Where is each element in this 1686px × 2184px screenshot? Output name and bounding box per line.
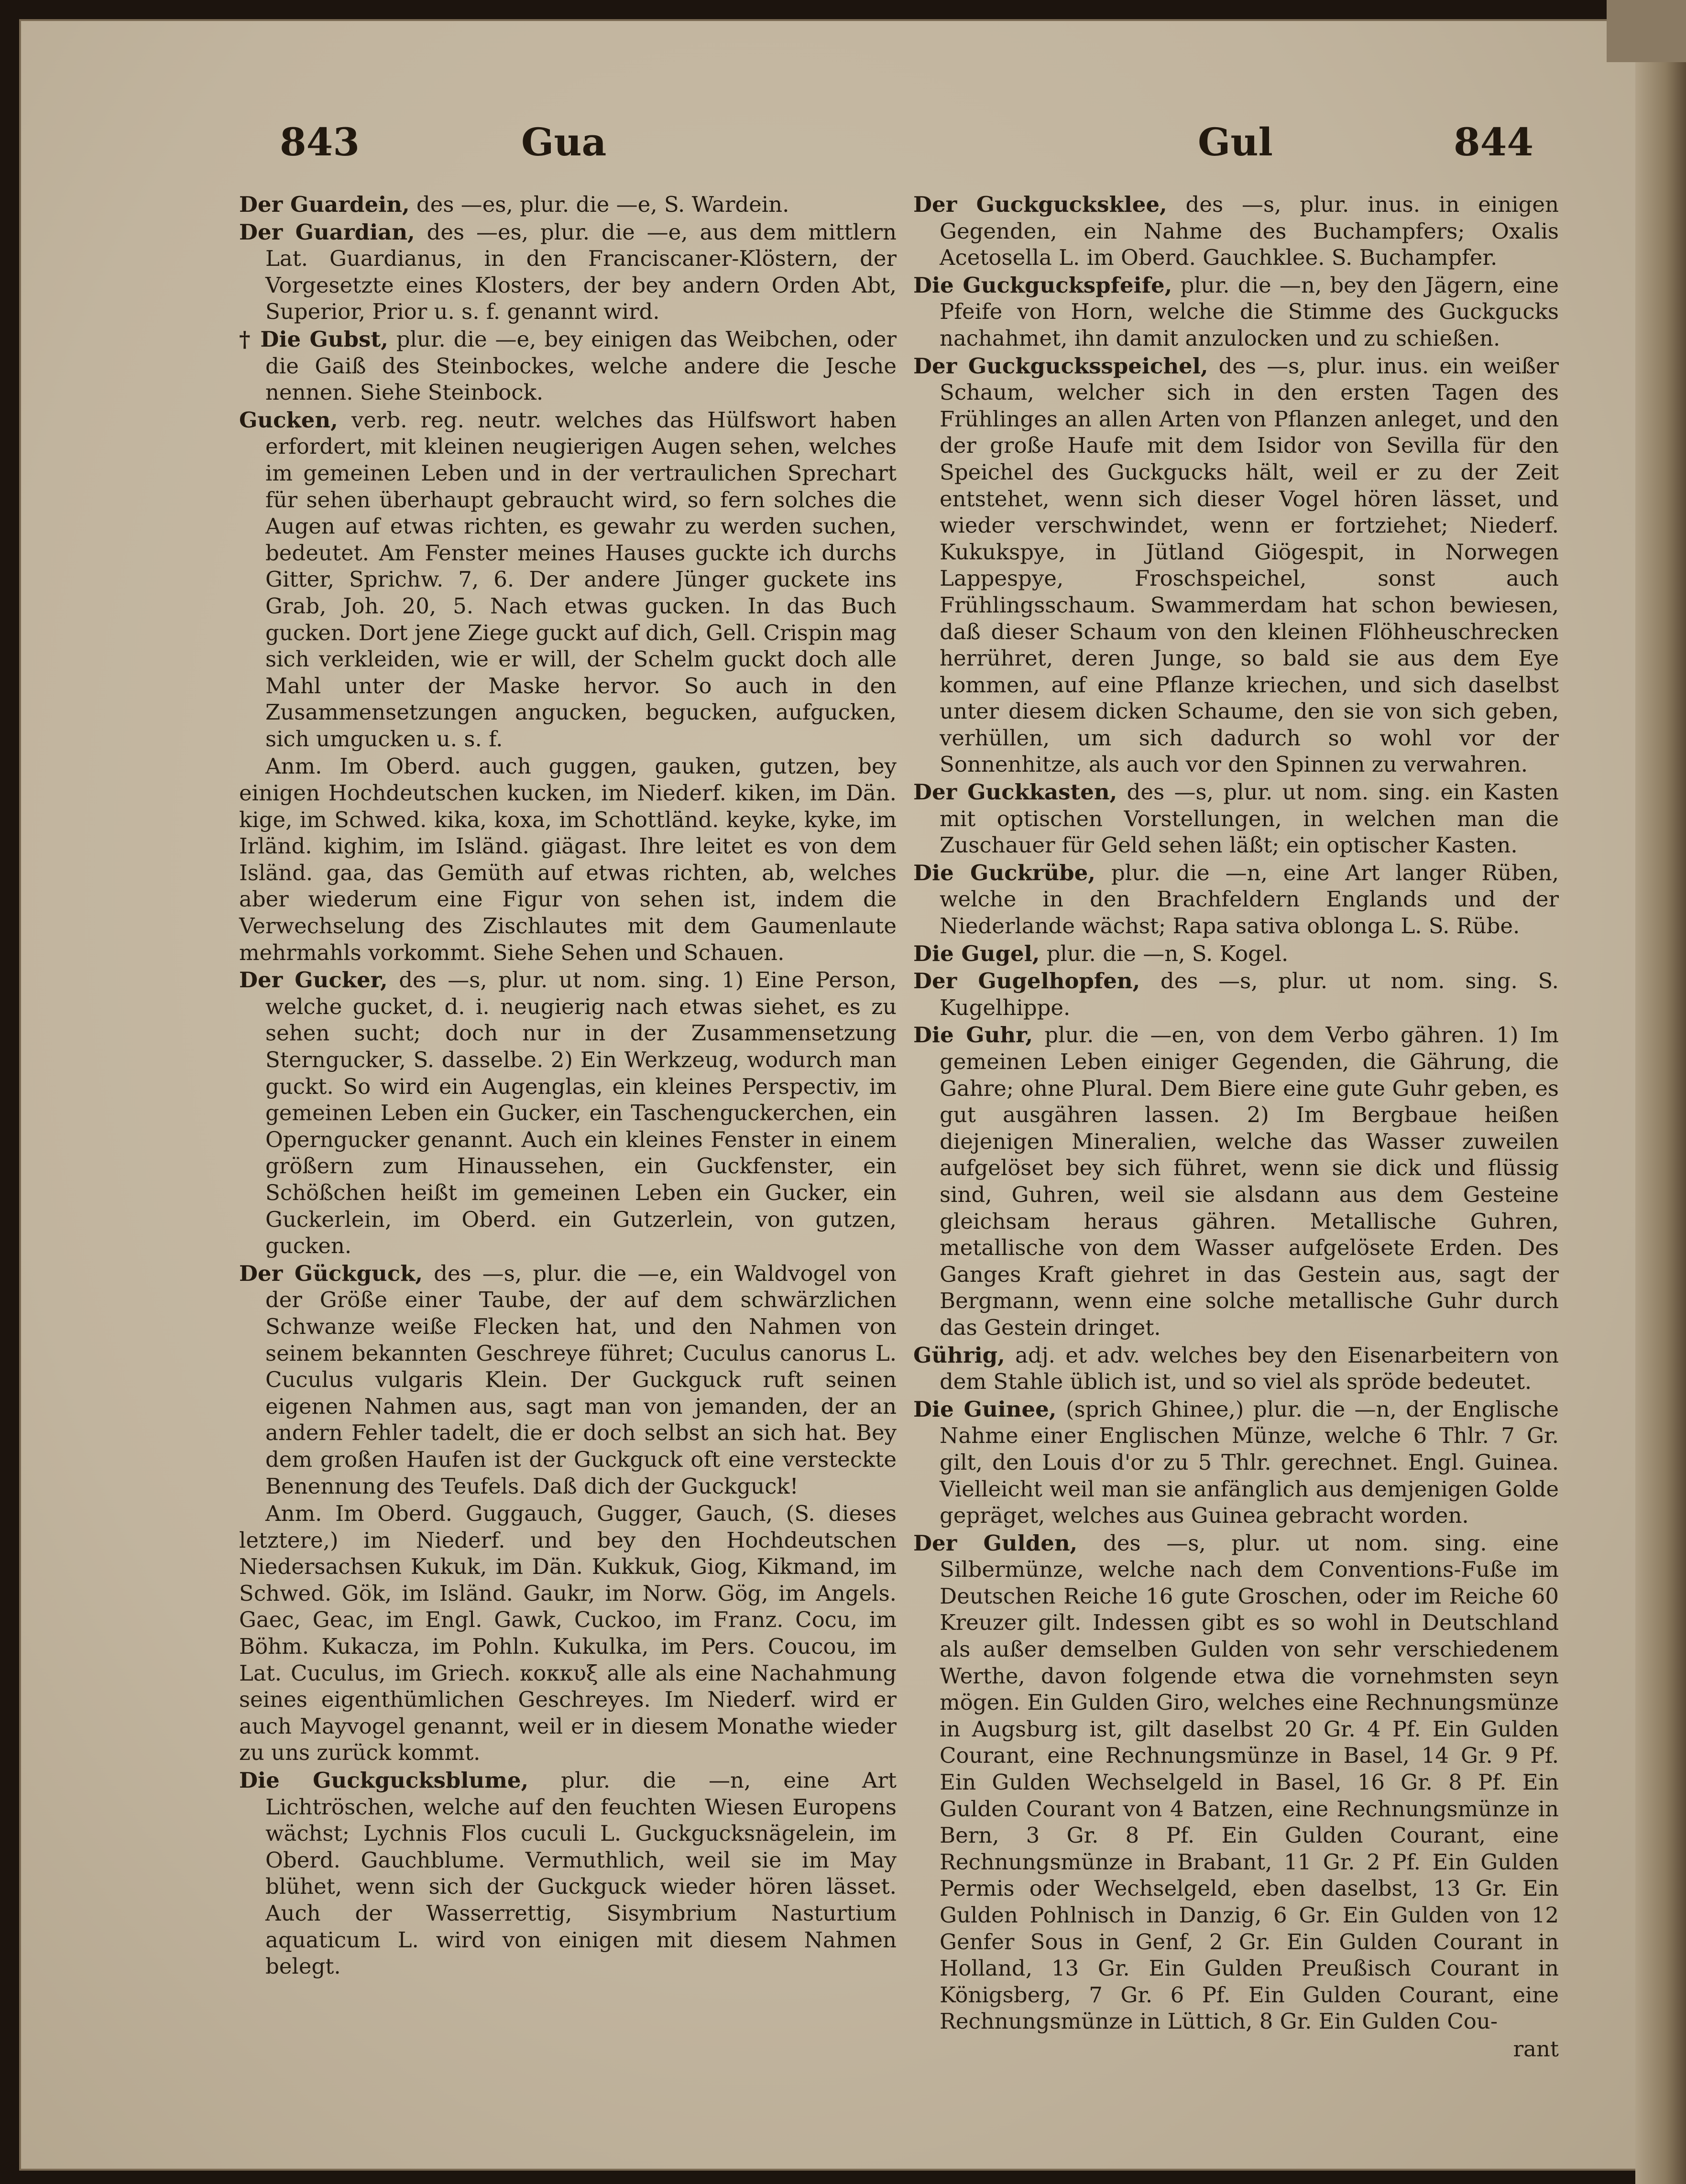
dictionary-entry <box>239 1767 897 1980</box>
entry-text: Anm. Im Oberd. Guggauch, Gugger, Gauch, (S. dieses letztere,) im Niederf. und bey den Hochdeutschen Niedersachsen Kukuk, im Dän. Kukkuk, Giog, Kikmand, im Schwed. Gök, im Isländ. Gaukr, im Norw. Gög, im Angels. Gaec, Geac, im Engl. Gawk, Cuckoo, im Franz. Cocu, im Böhm. Kukacza, im Pohln. Kukulka, im Pers. Coucou, im Lat. Cuculus, im Griech. κοκκυξ alle als eine Nachahmung seines eigenthümlichen Geschreyes. Im Niederf. wird er auch Mayvogel genannt, weil er in diesem Monathe wieder zu uns zurück kommt. <box>239 1501 897 1766</box>
entry-headword: Der Gucker, <box>239 967 388 993</box>
dictionary-entry <box>913 1530 1559 2035</box>
entry-headword: Die Guckrübe, <box>913 860 1095 885</box>
entry-text: des —s, plur. inus. in einigen Gegenden, ein Nahme des Buchampfers; Oxalis Acetosella L. im Oberd. Gauchklee. S. Buchampfer. <box>940 192 1559 271</box>
entry-headword: Die Gugel, <box>913 940 1040 966</box>
entry-headword: Der Guardein, <box>239 192 410 217</box>
dictionary-entry <box>239 191 897 218</box>
page-tab <box>1607 0 1686 62</box>
entry-headword: † Die Gubst, <box>239 326 388 352</box>
entry-text: adj. et adv. welches bey den Eisenarbeitern von dem Stahle üblich ist, und so viel als spröde bedeutet. <box>940 1342 1559 1395</box>
dictionary-entry <box>913 860 1559 939</box>
entry-text: plur. die —n, S. Kogel. <box>1040 940 1289 966</box>
dictionary-entry <box>239 219 897 325</box>
dictionary-entry <box>239 967 897 1259</box>
entry-text: (sprich Ghinee,) plur. die —n, der Englische Nahme einer Englischen Münze, welche 6 Thlr. 7 Gr. gilt, den Louis d'or zu 5 Thlr. gerechnet. Engl. Guinea. Vielleicht weil man sie anfänglich aus demjenigen Golde gepräget, welches aus Guinea gebracht worden. <box>940 1396 1559 1529</box>
entry-headword: Die Guinee, <box>913 1396 1057 1422</box>
entry-text: des —s, plur. ut nom. sing. eine Silbermünze, welche nach dem Conventions-Fuße im Deutschen Reiche 16 gute Groschen, oder im Reiche 60 Kreuzer gilt. Indessen gibt es so wohl in Deutschland als außer demselben Gulden von sehr verschiedenem Werthe, davon folgende etwa die vornehmsten seyn mögen. Ein Gulden Giro, welches eine Rechnungsmünze in Augsburg ist, gilt daselbst 20 Gr. 4 Pf. Ein Gulden Courant, eine Rechnungsmünze in Basel, 14 Gr. 9 Pf. Ein Gulden Wechselgeld in Basel, 16 Gr. 8 Pf. Ein Gulden Courant von 4 Batzen, eine Rechnungsmünze in Bern, 3 Gr. 8 Pf. Ein Gulden Courant, eine Rechnungsmünze in Brabant, 11 Gr. 2 Pf. Ein Gulden Permis oder Wechselgeld, eben daselbst, 13 Gr. Ein Gulden Pohlnisch in Danzig, 6 Gr. Ein Gulden von 12 Genfer Sous in Genf, 2 Gr. Ein Gulden Courant in Holland, 13 Gr. Ein Gulden Preußisch Courant in Königsberg, 7 Gr. 6 Pf. Ein Gulden Courant, eine Rechnungsmünze in Lüttich, 8 Gr. Ein Gulden Cou- <box>940 1530 1559 2034</box>
catchword: rant <box>1513 2036 1559 2062</box>
dictionary-entry <box>913 272 1559 352</box>
entry-headword: Die Guckguckspfeife, <box>913 272 1172 298</box>
dictionary-entry <box>239 407 897 753</box>
right-page-number: 844 <box>1454 120 1533 164</box>
dictionary-entry <box>239 1260 897 1499</box>
dictionary-entry <box>913 1022 1559 1341</box>
entry-headword: Gührig, <box>913 1342 1005 1368</box>
entry-headword: Der Guckgucksklee, <box>913 192 1167 217</box>
entry-headword: Der Gückguck, <box>239 1260 423 1286</box>
right-column <box>913 191 1559 2063</box>
entry-headword: Der Guardian, <box>239 219 415 245</box>
entry-headword: Der Gugelhopfen, <box>913 968 1140 994</box>
entry-headword: Die Guckgucksblume, <box>239 1768 529 1793</box>
entry-text: des —s, plur. ut nom. sing. ein Kasten mit optischen Vorstellungen, in welchen man die Zuschauer für Geld sehen läßt; ein optischer Kasten. <box>940 779 1559 858</box>
entry-text: des —s, plur. ut nom. sing. 1) Eine Person, welche gucket, d. i. neugierig nach etwas siehet, es zu sehen sucht; doch nur in der Zusammensetzung Sterngucker, S. dasselbe. 2) Ein Werkzeug, wodurch man guckt. So wird ein Augenglas, ein kleines Perspectiv, im gemeinen Leben ein Gucker, ein Taschenguckerchen, ein Operngucker genannt. Auch ein kleines Fenster in einem größern zum Hinaussehen, ein Guckfenster, ein Schößchen heißt im gemeinen Leben ein Gucker, ein Guckerlein, im Oberd. ein Gutzerlein, von gutzen, gucken. <box>265 967 897 1259</box>
book-gutter <box>1635 19 1686 2184</box>
dictionary-entry <box>913 779 1559 859</box>
entry-text: verb. reg. neutr. welches das Hülfswort haben erfordert, mit kleinen neugierigen Augen sehen, welches im gemeinen Leben und in der vertraulichen Sprechart für sehen überhaupt gebraucht wird, so fern solches die Augen auf etwas richten, es gewahr zu werden suchen, bedeutet. Am Fenster meines Hauses guckte ich durchs Gitter, Sprichw. 7, 6. Der andere Jünger guckete ins Grab, Joh. 20, 5. Nach etwas gucken. In das Buch gucken. Dort jene Ziege guckt auf dich, Gell. Crispin mag sich verkleiden, wie er will, der Schelm guckt doch alle Mahl unter der Maske hervor. So auch in den Zusammensetzungen angucken, begucken, aufgucken, sich umgucken u. s. f. <box>265 407 897 752</box>
right-guide-word: Gul <box>1198 120 1273 164</box>
entry-headword: Der Guckgucksspeichel, <box>913 353 1208 379</box>
entry-text: plur. die —e, bey einigen das Weibchen, oder die Gaiß des Steinbockes, welche andere die Jesche nennen. Siehe Steinbock. <box>265 326 897 405</box>
dictionary-entry <box>239 326 897 406</box>
dictionary-entry <box>913 940 1559 967</box>
entry-text: des —es, plur. die —e, S. Wardein. <box>409 192 789 217</box>
left-guide-word: Gua <box>521 120 607 164</box>
dictionary-entry <box>239 753 897 966</box>
entry-text: Anm. Im Oberd. auch guggen, gauken, gutzen, bey einigen Hochdeutschen kucken, im Niederf. kiken, im Dän. kige, im Schwed. kika, koxa, im Schottländ. keyke, kyke, im Irländ. kighim, im Isländ. giägast. Ihre leitet es von dem Isländ. gaa, das Gemüth auf etwas richten, ab, welches aber wiederum eine Figur von sehen ist, indem die Verwechselung des Zischlautes mit dem Gaumenlaute mehrmahls vorkommt. Siehe Sehen und Schauen. <box>239 753 897 965</box>
dictionary-entry <box>913 1342 1559 1395</box>
dictionary-entry <box>913 191 1559 271</box>
entry-text: plur. die —n, eine Art langer Rüben, welche in den Brachfeldern Englands und der Niederlande wächst; Rapa sativa oblonga L. S. Rübe. <box>940 860 1559 939</box>
dictionary-entry <box>239 1500 897 1766</box>
entry-text: des —s, plur. die —e, ein Waldvogel von der Größe einer Taube, der auf dem schwärzlichen Schwanze weiße Flecken hat, und den Nahmen von seinem bekannten Geschreye führet; Cuculus canorus L. Cuculus vulgaris Klein. Der Guckguck ruft seinen eigenen Nahmen aus, sagt man von jemanden, der an andern Fehler tadelt, die er doch selbst an sich hat. Bey dem großen Haufen ist der Guckguck oft eine versteckte Benennung des Teufels. Daß dich der Guckguck! <box>265 1260 897 1499</box>
left-column <box>239 191 897 1981</box>
entry-text: plur. die —n, eine Art Lichtröschen, welche auf den feuchten Wiesen Europens wächst; Lychnis Flos cuculi L. Guckgucksnägelein, im Oberd. Gauchblume. Vermuthlich, weil sie im May blühet, wenn sich der Guckguck wieder hören lässet. Auch der Wasserrettig, Sisymbrium Nasturtium aquaticum L. wird von einigen mit diesem Nahmen belegt. <box>265 1768 897 1979</box>
entry-text: plur. die —n, bey den Jägern, eine Pfeife von Horn, welche die Stimme des Guckgucks nachahmet, ihn damit anzulocken und zu schießen. <box>940 272 1559 351</box>
entry-text: des —es, plur. die —e, aus dem mittlern Lat. Guardianus, in den Franciscaner-Klöstern, der Vorgesetzte eines Klosters, der bey andern Orden Abt, Superior, Prior u. s. f. genannt wird. <box>265 219 897 325</box>
entry-headword: Gucken, <box>239 407 338 433</box>
entry-headword: Der Guckkasten, <box>913 779 1117 805</box>
entry-text: des —s, plur. ut nom. sing. S. Kugelhippe. <box>940 968 1559 1020</box>
entry-text: des —s, plur. inus. ein weißer Schaum, welcher sich in den ersten Tagen des Frühlinges an allen Arten von Pflanzen anleget, und den der große Haufe mit dem Isidor von Sevilla für den Speichel des Guckgucks hält, weil er zu der Zeit entstehet, wenn sich dieser Vogel hören lässet, und wieder verschwindet, wenn er fortziehet; Niederf. Kukukspye, in Jütland Giögespit, in Norwegen Lappespye, Froschspeichel, sonst auch Frühlingsschaum. Swammerdam hat schon bewiesen, daß dieser Schaum von den kleinen Flöhheuschrecken herrühret, deren Junge, so bald sie aus dem Eye kommen, auf eine Pflanze kriechen, und sich daselbst unter diesem dicken Schaume, den sie von sich geben, verhüllen, um sich dadurch so wohl vor der Sonnenhitze, als auch vor den Spinnen zu verwahren. <box>940 353 1559 777</box>
entry-headword: Der Gulden, <box>913 1530 1078 1556</box>
dictionary-entry <box>913 1396 1559 1529</box>
entry-headword: Die Guhr, <box>913 1022 1033 1048</box>
left-page-number: 843 <box>280 120 360 164</box>
dictionary-entry <box>913 968 1559 1021</box>
entry-text: plur. die —en, von dem Verbo gähren. 1) Im gemeinen Leben einiger Gegenden, die Gährung, die Gahre; ohne Plural. Dem Biere eine gute Guhr geben, es gut ausgähren lassen. 2) Im Bergbaue heißen diejenigen Mineralien, welche das Wasser zuweilen aufgelöset bey sich führet, wenn sie dick und flüssig sind, Guhren, weil sie alsdann aus dem Gesteine gleichsam heraus gähren. Metallische Guhren, metallische von dem Wasser aufgelösete Erden. Des Ganges Kraft giehret in das Gestein aus, sagt der Bergmann, wenn eine solche metallische Guhr durch das Gestein dringet. <box>940 1022 1559 1340</box>
dictionary-entry <box>913 353 1559 778</box>
